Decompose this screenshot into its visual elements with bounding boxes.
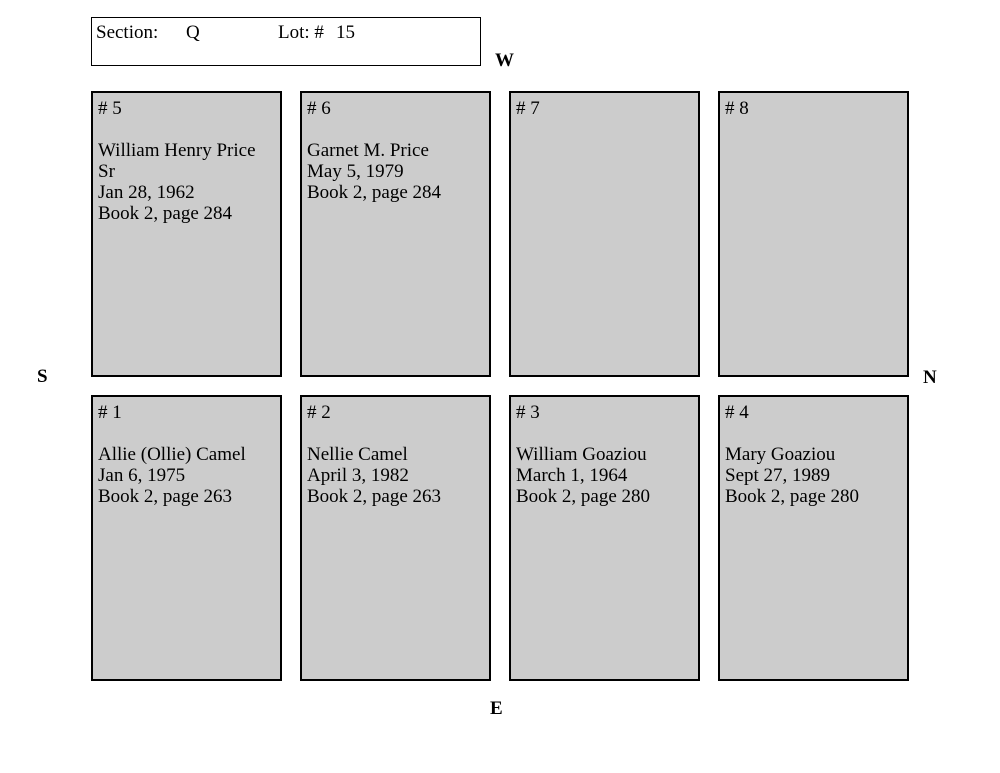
plot-5 [91,91,282,377]
plot-date: Jan 6, 1975 [98,465,186,486]
plot-date: May 5, 1979 [307,161,404,182]
lot-value: 15 [336,22,355,43]
plot-8 [718,91,909,377]
plot-4 [718,395,909,681]
section-label: Section: [96,22,159,43]
plot-date: Sept 27, 1989 [725,465,831,486]
plot-record: Book 2, page 280 [725,486,860,507]
plot-record: Book 2, page 284 [98,203,233,224]
plot-number: # 1 [98,402,122,423]
plot-2 [300,395,491,681]
plot-number: # 6 [307,98,331,119]
section-lot-header [91,17,481,66]
plot-record: Book 2, page 280 [516,486,651,507]
plot-6 [300,91,491,377]
plot-date: March 1, 1964 [516,465,628,486]
plot-name: Garnet M. Price [307,140,429,161]
compass-east: E [490,698,503,719]
plot-date: Jan 28, 1962 [98,182,195,203]
plot-7 [509,91,700,377]
plot-name: William Henry Price Sr [98,140,256,182]
plot-number: # 5 [98,98,122,119]
lot-label: Lot: # [278,22,324,43]
plot-number: # 3 [516,402,540,423]
compass-north: N [923,367,937,388]
plot-name: Mary Goaziou [725,444,836,465]
plot-number: # 7 [516,98,540,119]
plot-number: # 4 [725,402,749,423]
plot-1 [91,395,282,681]
plot-record: Book 2, page 263 [307,486,442,507]
plot-number: # 8 [725,98,749,119]
plot-3 [509,395,700,681]
compass-west: W [495,50,514,71]
compass-south: S [37,366,48,387]
plot-record: Book 2, page 284 [307,182,442,203]
plot-name: Nellie Camel [307,444,408,465]
plot-name: William Goaziou [516,444,647,465]
plot-number: # 2 [307,402,331,423]
plot-date: April 3, 1982 [307,465,409,486]
plot-name: Allie (Ollie) Camel [98,444,246,465]
plot-record: Book 2, page 263 [98,486,233,507]
section-value: Q [186,22,200,43]
